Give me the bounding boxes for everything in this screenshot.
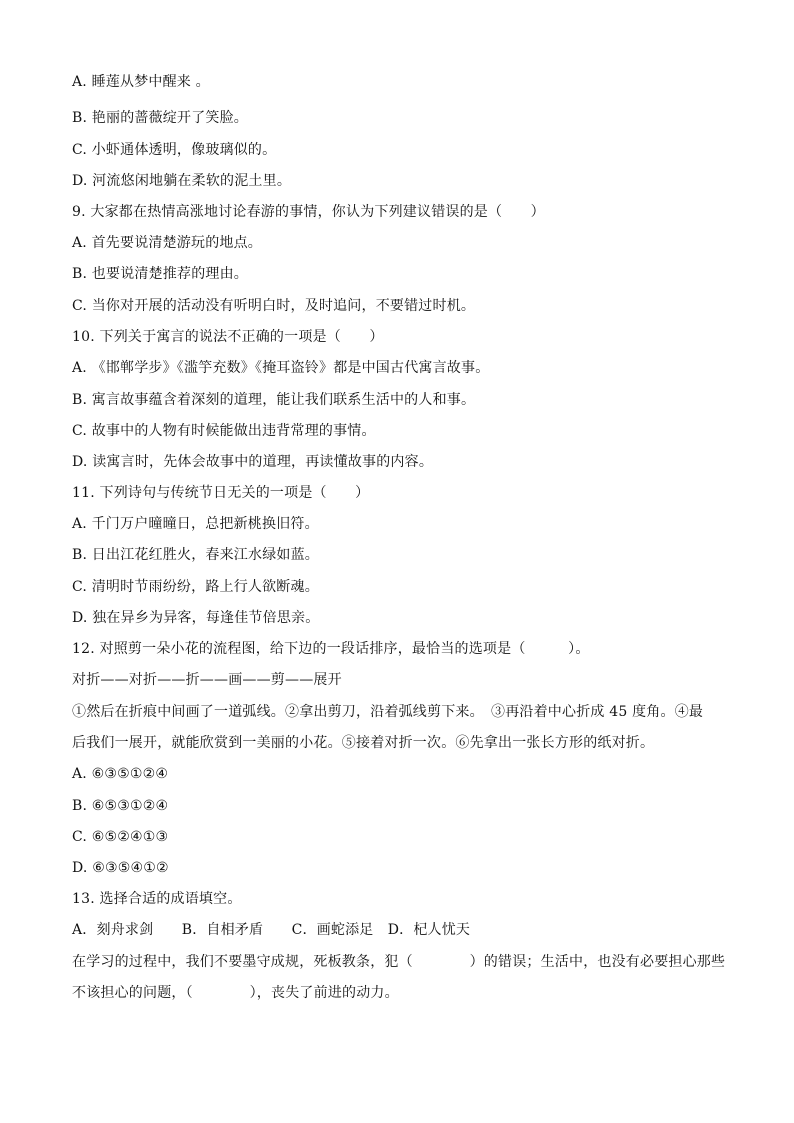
q12-passage-line-1: ①然后在折痕中间画了一道弧线。②拿出剪刀，沿着弧线剪下来。 ③再沿着中心折成 45 度角。④最 bbox=[72, 704, 704, 720]
q12-option-c: C. ⑥⑤②④①③ bbox=[72, 829, 169, 845]
q9-option-b: B. 也要说清楚推荐的理由。 bbox=[72, 266, 248, 282]
q11-option-c: C. 清明时节雨纷纷，路上行人欲断魂。 bbox=[72, 579, 319, 595]
q9-option-a: A. 首先要说清楚游玩的地点。 bbox=[72, 235, 263, 251]
q10-option-c: C. 故事中的人物有时候能做出违背常理的事情。 bbox=[72, 423, 376, 439]
q8-option-c: C. 小虾通体透明，像玻璃似的。 bbox=[72, 142, 277, 158]
q11-option-d: D. 独在异乡为异客，每逢佳节倍思亲。 bbox=[72, 610, 320, 626]
q13-stem: 13. 选择合适的成语填空。 bbox=[72, 891, 242, 907]
q12-flowchart: 对折——对折——折——画——剪——展开 bbox=[72, 672, 342, 688]
q9-stem: 9. 大家都在热情高涨地讨论春游的事情，你认为下列建议错误的是（ ） bbox=[72, 204, 545, 220]
q11-option-b: B. 日出江花红胜火，春来江水绿如蓝。 bbox=[72, 547, 319, 563]
q12-option-d: D. ⑥③⑤④①② bbox=[72, 860, 169, 876]
q10-option-a: A. 《邯郸学步》《滥竽充数》《掩耳盗铃》都是中国古代寓言故事。 bbox=[72, 360, 490, 376]
q11-option-a: A. 千门万户曈曈日，总把新桃换旧符。 bbox=[72, 516, 319, 532]
q10-option-b: B. 寓言故事蕴含着深刻的道理，能让我们联系生活中的人和事。 bbox=[72, 392, 476, 408]
q12-option-a: A. ⑥③⑤①②④ bbox=[72, 766, 169, 782]
q12-passage-line-2: 后我们一展开，就能欣赏到一美丽的小花。⑤接着对折一次。⑥先拿出一张长方形的纸对折。 bbox=[72, 735, 655, 751]
q8-option-a: A. 睡莲从梦中醒来 。 bbox=[72, 74, 210, 90]
q13-passage-line-1: 在学习的过程中，我们不要墨守成规，死板教条，犯（ ）的错误；生活中，也没有必要担心那些 bbox=[72, 954, 726, 970]
q12-stem: 12. 对照剪一朵小花的流程图，给下边的一段话排序，最恰当的选项是（ ）。 bbox=[72, 641, 590, 657]
q11-stem: 11. 下列诗句与传统节日无关的一项是（ ） bbox=[72, 485, 370, 501]
q9-option-c: C. 当你对开展的活动没有听明白时，及时追问，不要错过时机。 bbox=[72, 298, 476, 314]
q13-options: A．刻舟求剑 B．自相矛盾 C．画蛇添足 D．杞人忧天 bbox=[72, 922, 471, 938]
q13-passage-line-2: 不该担心的问题，（ ），丧失了前进的动力。 bbox=[72, 985, 399, 1001]
q12-option-b: B. ⑥⑤③①②④ bbox=[72, 798, 169, 814]
q10-stem: 10. 下列关于寓言的说法不正确的一项是（ ） bbox=[72, 329, 384, 345]
q8-option-b: B. 艳丽的蔷薇绽开了笑脸。 bbox=[72, 110, 248, 126]
q10-option-d: D. 读寓言时，先体会故事中的道理，再读懂故事的内容。 bbox=[72, 454, 434, 470]
q8-option-d: D. 河流悠闲地躺在柔软的泥土里。 bbox=[72, 173, 292, 189]
